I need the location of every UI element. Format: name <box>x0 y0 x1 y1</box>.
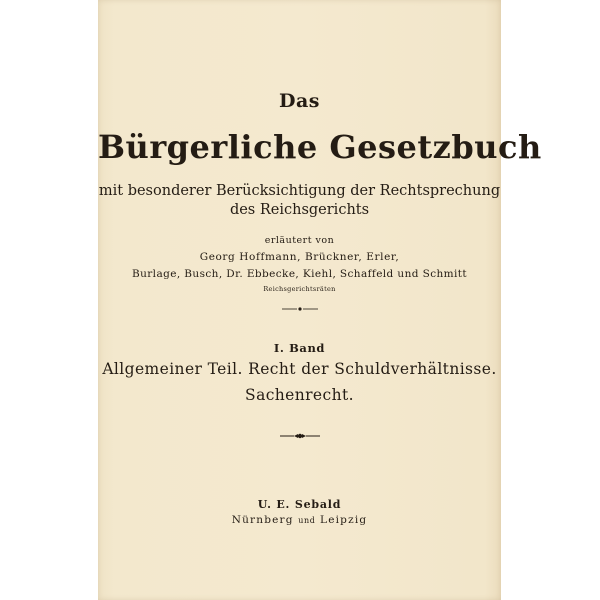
explained-by: erläutert von <box>264 235 335 246</box>
ornament-divider-small <box>98 305 501 313</box>
book-title: Bürgerliche Gesetzbuch <box>98 128 542 166</box>
publisher: U. E. Sebald <box>257 498 342 511</box>
volume-number: I. Band <box>273 341 326 355</box>
subtitle-line-2: des Reichsgerichts <box>229 202 370 218</box>
place-city-2: Leipzig <box>320 514 368 526</box>
title-page <box>98 0 542 600</box>
publication-place <box>98 514 501 526</box>
authors-role: Reichsgerichtsräten <box>263 285 336 293</box>
authors-line-2: Burlage, Busch, Dr. Ebbecke, Kiehl, Schaffeld und Schmitt <box>131 268 467 280</box>
authors-line-1: Georg Hoffmann, Brückner, Erler, <box>199 251 400 263</box>
title-article: Das <box>279 90 320 112</box>
place-city-1: Nürnberg <box>231 514 294 526</box>
volume-title-line-1: Allgemeiner Teil. Recht der Schuldverhältnisse. <box>102 360 497 378</box>
volume-title-line-2: Sachenrecht. <box>245 386 354 404</box>
subtitle-line-1: mit besonderer Berücksichtigung der Rechtsprechung <box>98 183 501 199</box>
ornament-divider <box>98 431 501 441</box>
place-and: und <box>298 516 316 525</box>
